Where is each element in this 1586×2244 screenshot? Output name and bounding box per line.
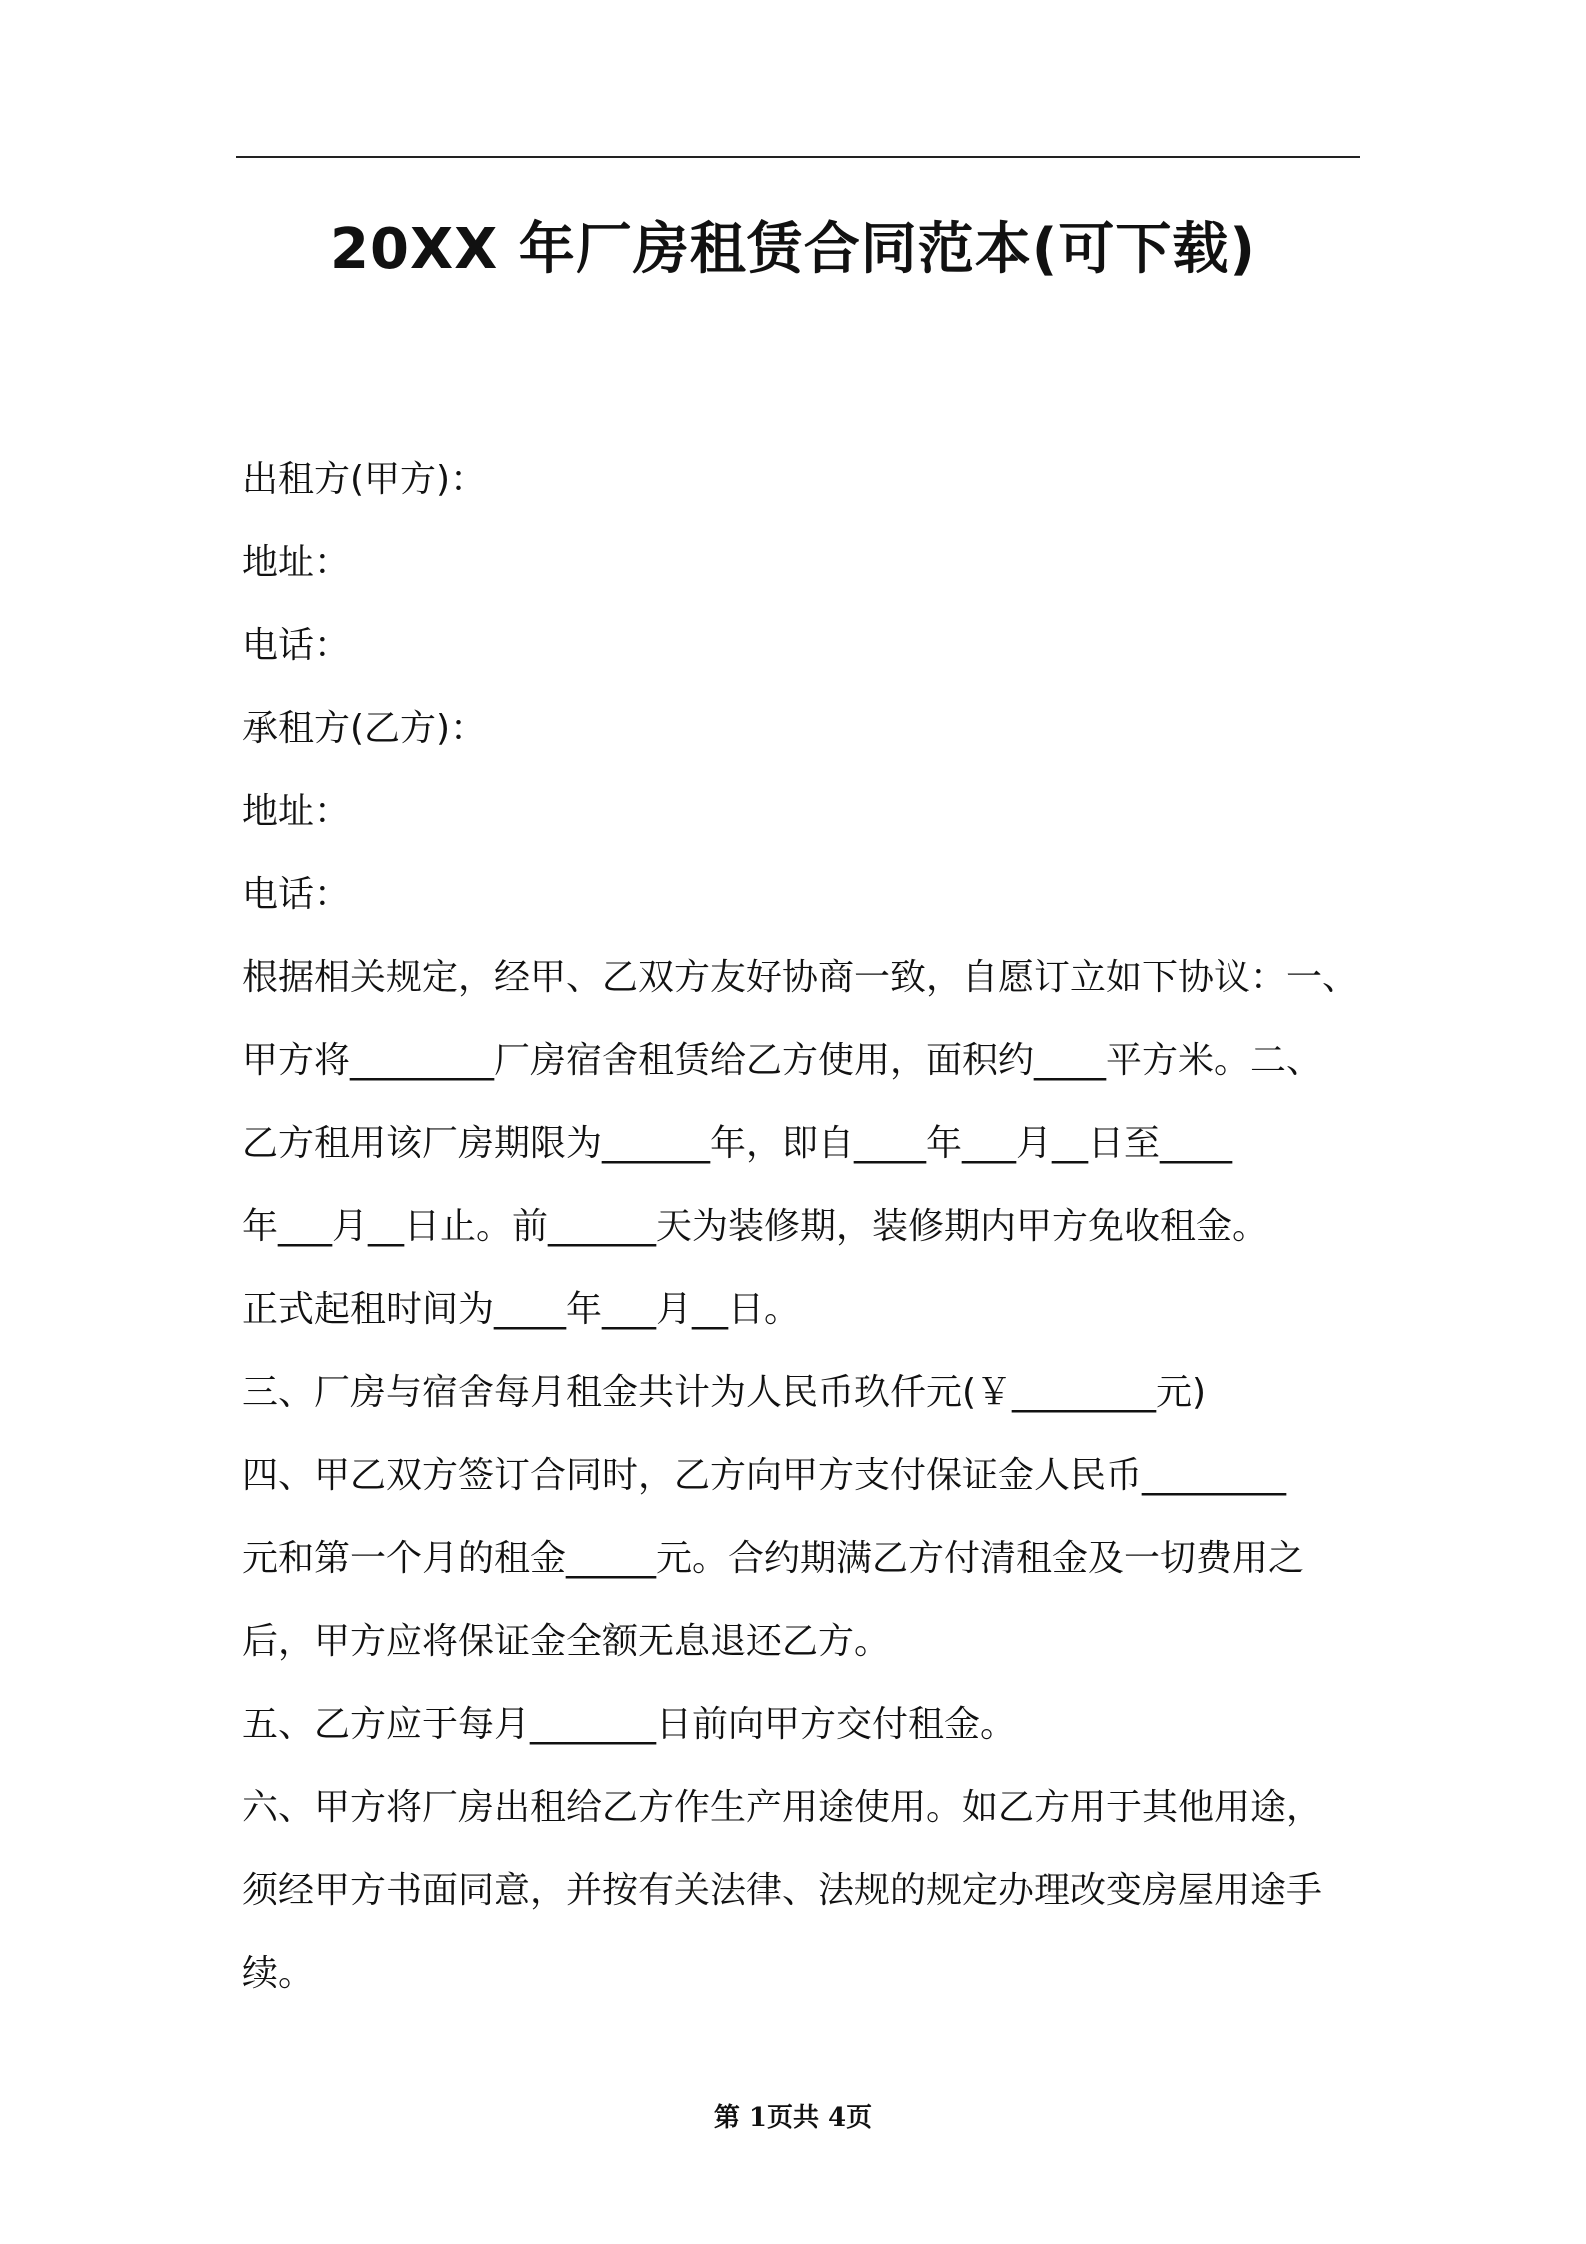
body-line: 承租方(乙方)：	[242, 708, 487, 749]
document-title: 20XX 年厂房租赁合同范本(可下载)	[330, 217, 1256, 282]
body-line: 出租方(甲方)：	[242, 459, 487, 500]
body-line: 元和第一个月的租金_____元。合约期满乙方付清租金及一切费用之	[242, 1538, 1305, 1579]
body-line: 根据相关规定，经甲、乙双方友好协商一致，自愿订立如下协议：一、	[242, 957, 1359, 998]
body-line: 续。	[242, 1953, 315, 1994]
page-footer: 第 1页共 4页	[713, 2103, 873, 2133]
body-line: 电话：	[242, 625, 351, 666]
body-line: 地址：	[242, 791, 351, 832]
body-line: 乙方租用该厂房期限为______年，即自____年___月__日至____	[242, 1123, 1233, 1164]
body-line: 电话：	[242, 874, 351, 915]
body-line: 六、甲方将厂房出租给乙方作生产用途使用。如乙方用于其他用途，	[242, 1787, 1323, 1828]
body-line: 三、厂房与宿舍每月租金共计为人民币玖仟元(￥________元)	[242, 1372, 1207, 1413]
body-line: 后，甲方应将保证金全额无息退还乙方。	[242, 1621, 891, 1662]
body-line: 须经甲方书面同意，并按有关法律、法规的规定办理改变房屋用途手	[242, 1870, 1323, 1911]
body-line: 四、甲乙双方签订合同时，乙方向甲方支付保证金人民币________	[242, 1455, 1287, 1496]
body-line: 甲方将________厂房宿舍租赁给乙方使用，面积约____平方米。二、	[242, 1040, 1323, 1081]
header-rule	[236, 156, 1360, 158]
body-line: 五、乙方应于每月_______日前向甲方交付租金。	[242, 1704, 1017, 1745]
body-line: 地址：	[242, 542, 351, 583]
body-line: 年___月__日止。前______天为装修期，装修期内甲方免收租金。	[242, 1206, 1269, 1247]
body-line: 正式起租时间为____年___月__日。	[242, 1289, 801, 1330]
